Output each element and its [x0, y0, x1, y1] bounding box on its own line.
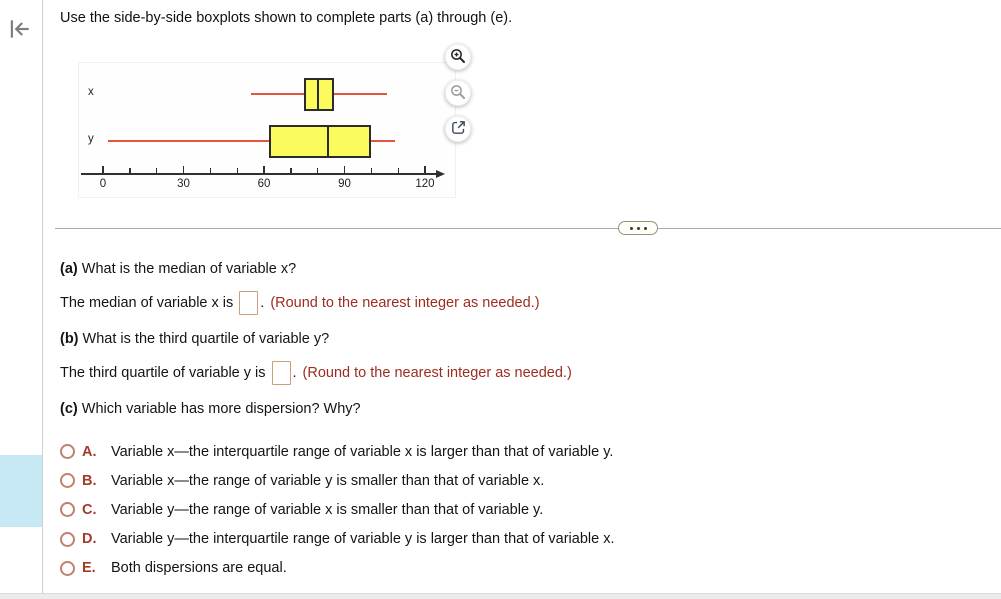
- question-a-label: (a): [60, 261, 78, 277]
- radio-option-d[interactable]: [60, 532, 75, 547]
- axis-tick: [183, 166, 184, 173]
- answer-b-note: (Round to the nearest integer as needed.): [302, 365, 572, 381]
- radio-option-c[interactable]: [60, 502, 75, 517]
- option-e-text: Both dispersions are equal.: [111, 560, 287, 577]
- ellipsis-icon: [630, 227, 633, 230]
- series-label: y: [88, 133, 94, 145]
- option-d-text: Variable y—the interquartile range of variable y is larger than that of variable x.: [111, 531, 615, 548]
- option-row-b[interactable]: [60, 466, 614, 495]
- axis-tick: [371, 168, 372, 173]
- series-label: x: [88, 86, 94, 98]
- question-b: [60, 331, 329, 347]
- axis-tick: [237, 168, 238, 173]
- answer-b-period: .: [292, 365, 297, 381]
- answer-line-b: [60, 359, 572, 387]
- left-rail: [0, 0, 43, 593]
- answer-b-prefix: The third quartile of variable y is: [60, 365, 266, 381]
- radio-option-b[interactable]: [60, 473, 75, 488]
- tick-label: 0: [99, 178, 107, 190]
- answer-a-period: .: [260, 295, 265, 311]
- open-in-new-button[interactable]: [445, 116, 471, 142]
- zoom-out-button[interactable]: [445, 80, 471, 106]
- median-line: [327, 125, 329, 158]
- scroll-highlight: [0, 455, 42, 527]
- question-c-label: (c): [60, 401, 78, 417]
- axis-arrowhead: [436, 170, 445, 178]
- option-a-text: Variable x—the interquartile range of variable x is larger than that of variable y.: [111, 443, 614, 460]
- exercise-instruction: Use the side-by-side boxplots shown to complete parts (a) through (e).: [60, 10, 513, 26]
- zoom-in-icon: [449, 47, 467, 68]
- axis-tick: [156, 168, 157, 173]
- answer-input-a[interactable]: [239, 291, 258, 315]
- option-c-text: Variable y—the range of variable x is smaller than that of variable y.: [111, 501, 544, 518]
- question-a: [60, 261, 296, 277]
- boxplot-canvas: [78, 62, 456, 198]
- answer-input-b[interactable]: [272, 361, 291, 385]
- option-row-c[interactable]: [60, 495, 614, 524]
- axis-tick: [290, 168, 291, 173]
- axis-tick: [129, 168, 130, 173]
- axis-tick: [424, 166, 425, 173]
- question-b-prompt: What is the third quartile of variable y?: [82, 331, 330, 347]
- median-line: [317, 78, 319, 111]
- box: [269, 125, 371, 158]
- option-row-a[interactable]: [60, 437, 614, 466]
- option-a-letter: A.: [82, 443, 97, 460]
- question-a-prompt: What is the median of variable x?: [81, 261, 297, 277]
- zoom-out-icon: [449, 83, 467, 104]
- collapse-left-icon: [7, 30, 33, 45]
- axis-tick: [398, 168, 399, 173]
- axis-tick: [102, 166, 103, 173]
- axis-tick: [210, 168, 211, 173]
- box: [304, 78, 334, 111]
- option-b-text: Variable x—the range of variable y is smaller than that of variable x.: [111, 472, 545, 489]
- option-c-letter: C.: [82, 501, 97, 518]
- zoom-in-button[interactable]: [445, 44, 471, 70]
- answer-a-note: (Round to the nearest integer as needed.): [270, 295, 540, 311]
- answer-a-prefix: The median of variable x is: [60, 295, 234, 311]
- axis-line: [81, 173, 439, 175]
- axis-tick: [317, 168, 318, 173]
- question-c: [60, 401, 361, 417]
- question-c-prompt: Which variable has more dispersion? Why?: [81, 401, 361, 417]
- option-list: [60, 437, 614, 583]
- ellipsis-button[interactable]: [618, 221, 658, 235]
- option-e-letter: E.: [82, 560, 96, 577]
- option-d-letter: D.: [82, 531, 97, 548]
- tick-label: 60: [257, 178, 271, 190]
- tick-label: 120: [415, 178, 435, 190]
- option-b-letter: B.: [82, 472, 97, 489]
- radio-option-e[interactable]: [60, 561, 75, 576]
- answer-line-a: [60, 289, 540, 317]
- question-b-label: (b): [60, 331, 79, 347]
- tick-label: 30: [177, 178, 190, 190]
- option-row-d[interactable]: [60, 525, 614, 554]
- radio-option-a[interactable]: [60, 444, 75, 459]
- option-row-e[interactable]: [60, 554, 614, 583]
- collapse-panel-button[interactable]: [5, 15, 35, 45]
- bottom-edge-strip: [0, 593, 1001, 599]
- open-in-new-icon: [450, 119, 467, 139]
- axis-tick: [344, 166, 345, 173]
- section-divider: [55, 228, 1001, 229]
- tick-label: 90: [338, 178, 351, 190]
- axis-tick: [263, 166, 264, 173]
